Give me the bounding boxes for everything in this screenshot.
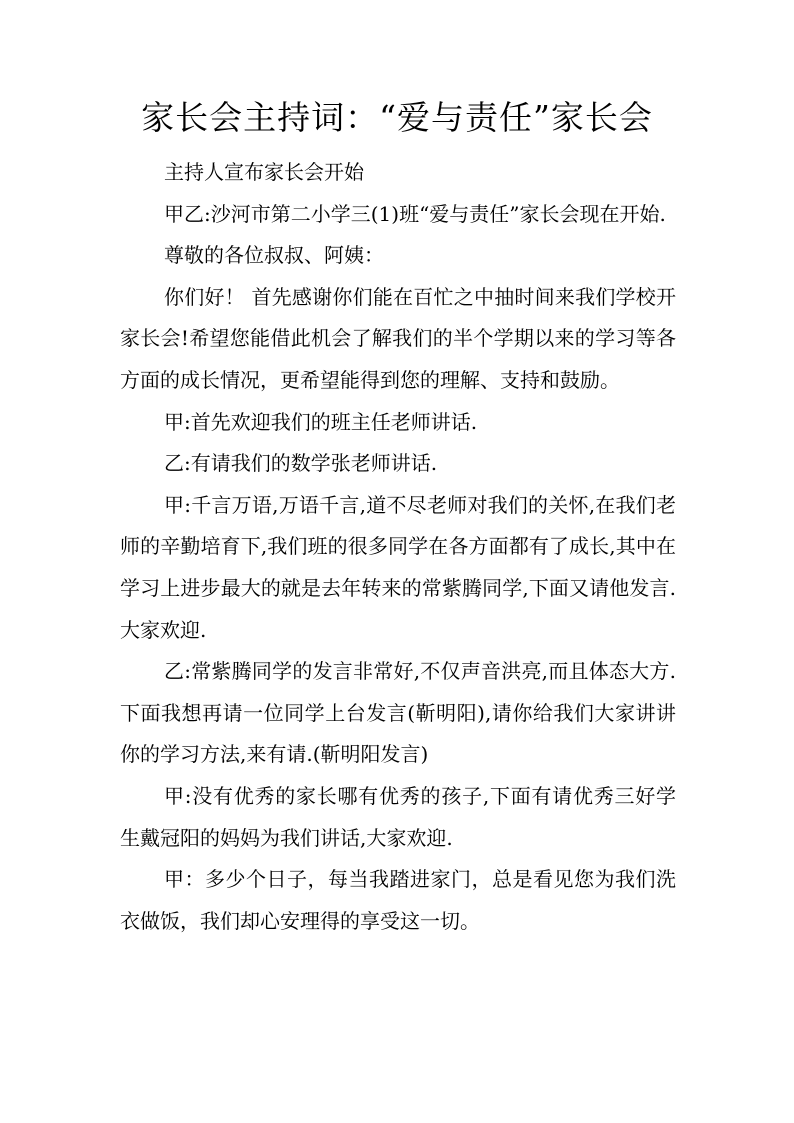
paragraph-head-teacher: 甲:首先欢迎我们的班主任老师讲话. [164, 409, 478, 434]
paragraph-second-student: 乙:常紫腾同学的发言非常好,不仅声音洪亮,而且体态大方.下面我想再请一位同学上台发言(靳明阳),请你给我们大家讲讲你的学习方法,来有请.(靳明阳发言) [120, 659, 676, 767]
page-title: 家长会主持词：“爱与责任”家长会 [141, 98, 653, 137]
paragraph-host-announcement: 主持人宣布家长会开始 [164, 160, 364, 184]
document-body [120, 152, 676, 942]
paragraph-opening: 甲乙:沙河市第二小学三(1)班“爱与责任”家长会现在开始. [164, 201, 666, 226]
paragraph-welcome: 你们好！ 首先感谢你们能在百忙之中抽时间来我们学校开家长会!希望您能借此机会了解我们的半个学期以来的学习等各方面的成长情况，更希望能得到您的理解、支持和鼓励。 [120, 284, 676, 392]
paragraph-parent-speech: 甲:没有优秀的家长哪有优秀的孩子,下面有请优秀三好学生戴冠阳的妈妈为我们讲话,大家欢迎. [120, 783, 676, 850]
paragraph-student-speech: 甲:千言万语,万语千言,道不尽老师对我们的关怀,在我们老师的辛勤培育下,我们班的很多同学在各方面都有了成长,其中在学习上进步最大的就是去年转来的常紫腾同学,下面又请他发言.大家欢迎. [120, 492, 676, 642]
paragraph-gratitude: 甲：多少个日子，每当我踏进家门，总是看见您为我们洗衣做饭，我们却心安理得的享受这一切。 [120, 867, 676, 933]
paragraph-math-teacher: 乙:有请我们的数学张老师讲话. [164, 451, 438, 476]
paragraph-salutation: 尊敬的各位叔叔、阿姨： [164, 243, 384, 268]
